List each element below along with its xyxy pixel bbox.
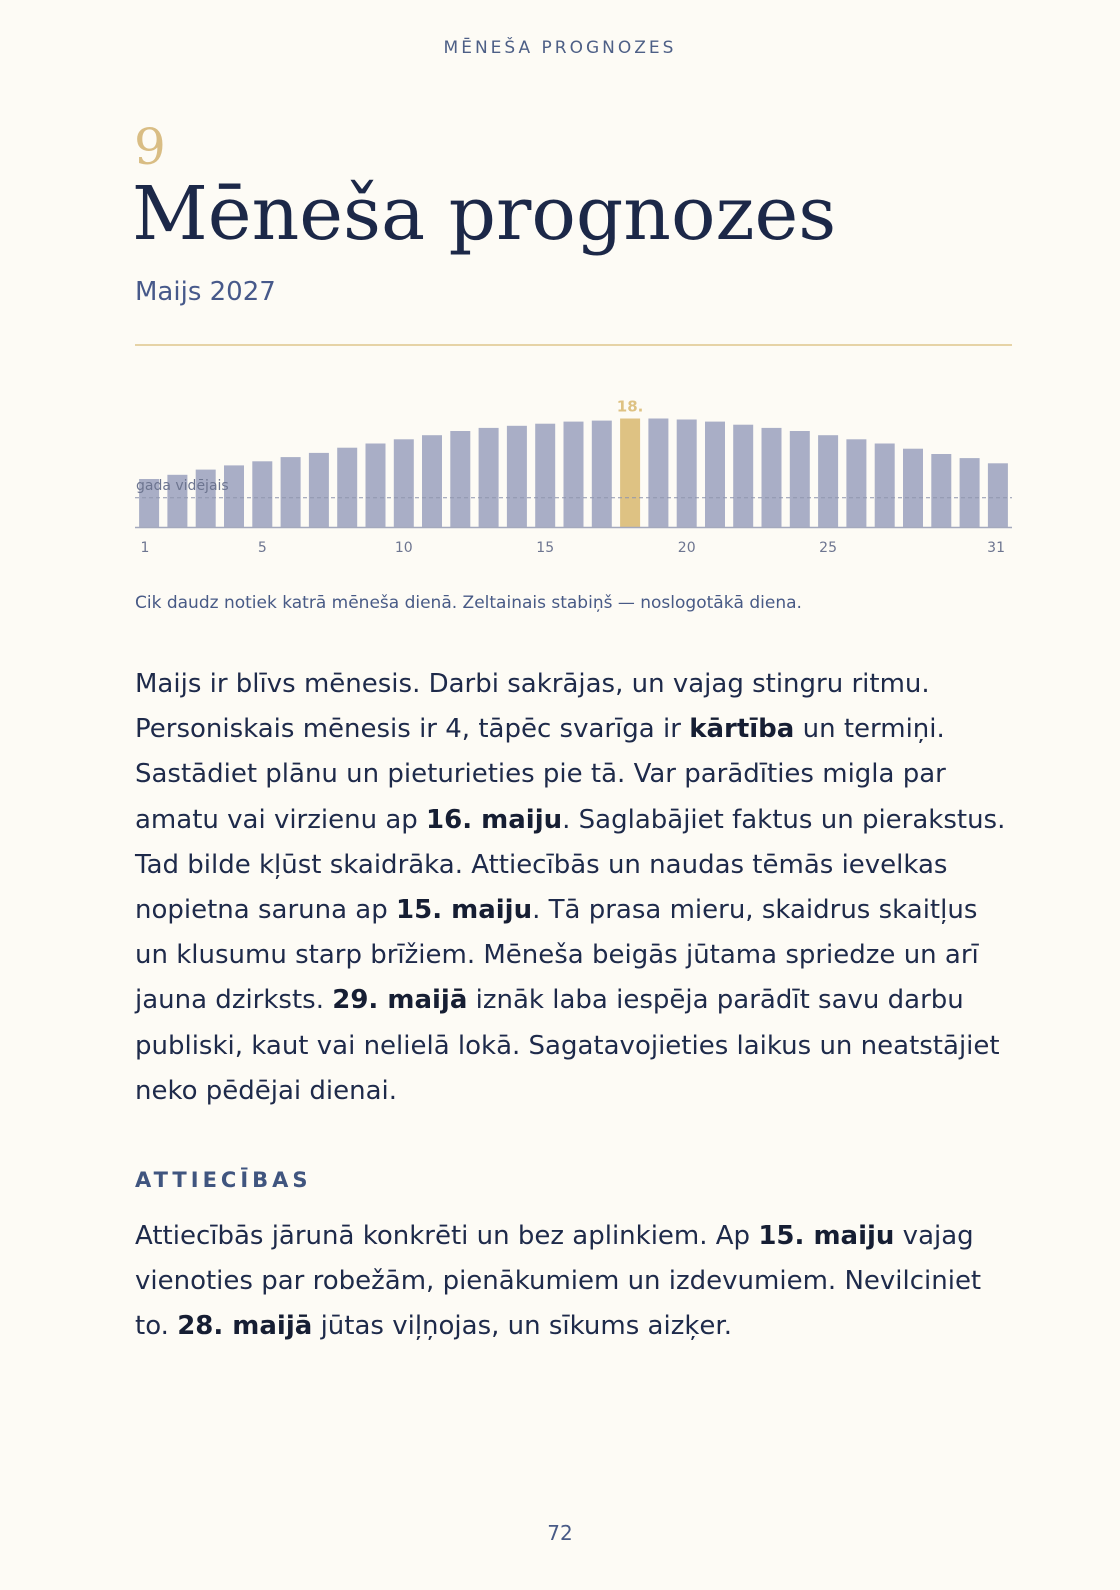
- chart-bar: [422, 435, 442, 527]
- chart-bar: [337, 448, 357, 527]
- title-divider: [135, 344, 1012, 346]
- chart-highlight-label: 18.: [616, 397, 644, 416]
- page-title: Mēneša prognozes: [132, 171, 837, 257]
- text-run: Maijs ir blīvs mēnesis. Darbi sakrājas, un vajag stingru ritmu. Personiskais mēnesis ir 4, tāpēc svarīga ir: [135, 669, 930, 745]
- chart-x-tick-label: 20: [677, 540, 696, 556]
- text-run: jūtas viļņojas, un sīkums aizķer.: [312, 1311, 732, 1342]
- section-heading-relationships: ATTIECĪBAS: [135, 1168, 312, 1192]
- chart-bar: [507, 426, 527, 527]
- emphasis: 15. maiju: [758, 1221, 895, 1251]
- text-run: Attiecībās jārunā konkrēti un bez aplinkiem. Ap: [135, 1221, 759, 1251]
- text-run: un termiņi. Sastādiet plānu un pieturieties pie tā. Var parādīties migla par amatu vai virzienu ap: [135, 714, 946, 835]
- chart-bar: [450, 431, 470, 527]
- chart-bar: [677, 420, 697, 528]
- chart-bar: [762, 428, 782, 527]
- chart-bar: [875, 444, 895, 528]
- chart-bar: [252, 461, 272, 527]
- running-header: MĒNEŠA PROGNOZES: [443, 38, 677, 58]
- chapter-number: 9: [134, 118, 166, 176]
- chart-x-tick-label: 10: [394, 540, 413, 556]
- chart-bar: [592, 421, 612, 527]
- chart-bar: [903, 449, 923, 527]
- text-run: vajag vienoties par robežām, pienākumiem un izdevumiem. Nevilciniet to.: [135, 1221, 982, 1342]
- chart-bar: [790, 431, 810, 527]
- text-run: . Tā prasa mieru, skaidrus skaitļus un klusumu starp brīžiem. Mēneša beigās jūtama spriedze un arī jauna dzirksts.: [135, 895, 979, 1016]
- chart-bar: [705, 422, 725, 527]
- chart-bar: [564, 422, 584, 527]
- chart-bar-highlight: [620, 419, 640, 528]
- emphasis: 16. maiju: [426, 804, 563, 835]
- chart-bar: [818, 435, 838, 527]
- chart-caption: Cik daudz notiek katrā mēneša dienā. Zeltainais stabiņš — noslogotākā diena.: [135, 593, 802, 613]
- emphasis: 15. maiju: [396, 895, 533, 926]
- chart-average-label: gada vidējais: [136, 477, 229, 494]
- relationships-paragraph: [135, 1214, 1012, 1350]
- chart-bar: [931, 454, 951, 527]
- daily-activity-chart: [135, 396, 1012, 570]
- chart-bar: [988, 463, 1008, 527]
- emphasis: 29. maijā: [332, 985, 468, 1016]
- chart-bar: [309, 453, 329, 527]
- daily-activity-chart-svg: [135, 396, 1012, 570]
- chart-bar: [960, 458, 980, 527]
- chart-bar: [535, 424, 555, 527]
- text-run: . Saglabājiet faktus un pierakstus. Tad bilde kļūst skaidrāka. Attiecībās un naudas tēmās ievelkas nopietna saruna ap: [135, 804, 1006, 926]
- chart-bar: [366, 444, 386, 528]
- chart-bar: [281, 457, 301, 527]
- chart-x-tick-label: 5: [257, 540, 267, 556]
- page-number: 72: [547, 1521, 573, 1545]
- chart-bar: [648, 419, 668, 528]
- month-forecast-paragraph: [135, 662, 1012, 1114]
- chart-x-tick-label: 1: [140, 540, 150, 556]
- chart-bar: [479, 428, 499, 527]
- text-run: iznāk laba iespēja parādīt savu darbu publiski, kaut vai nelielā lokā. Sagatavojieties laikus un neatstājiet neko pēdējai dienai.: [135, 985, 1000, 1106]
- chart-x-tick-label: 15: [536, 540, 555, 556]
- chart-x-tick-label: 25: [819, 540, 838, 556]
- chart-bar: [224, 465, 244, 527]
- chart-bar: [846, 439, 866, 527]
- emphasis: 28. maijā: [177, 1311, 313, 1342]
- chart-bar: [733, 425, 753, 527]
- page-subtitle: Maijs 2027: [135, 277, 276, 307]
- chart-bar: [394, 439, 414, 527]
- chart-x-tick-label: 31: [987, 540, 1005, 556]
- emphasis: kārtība: [689, 714, 795, 745]
